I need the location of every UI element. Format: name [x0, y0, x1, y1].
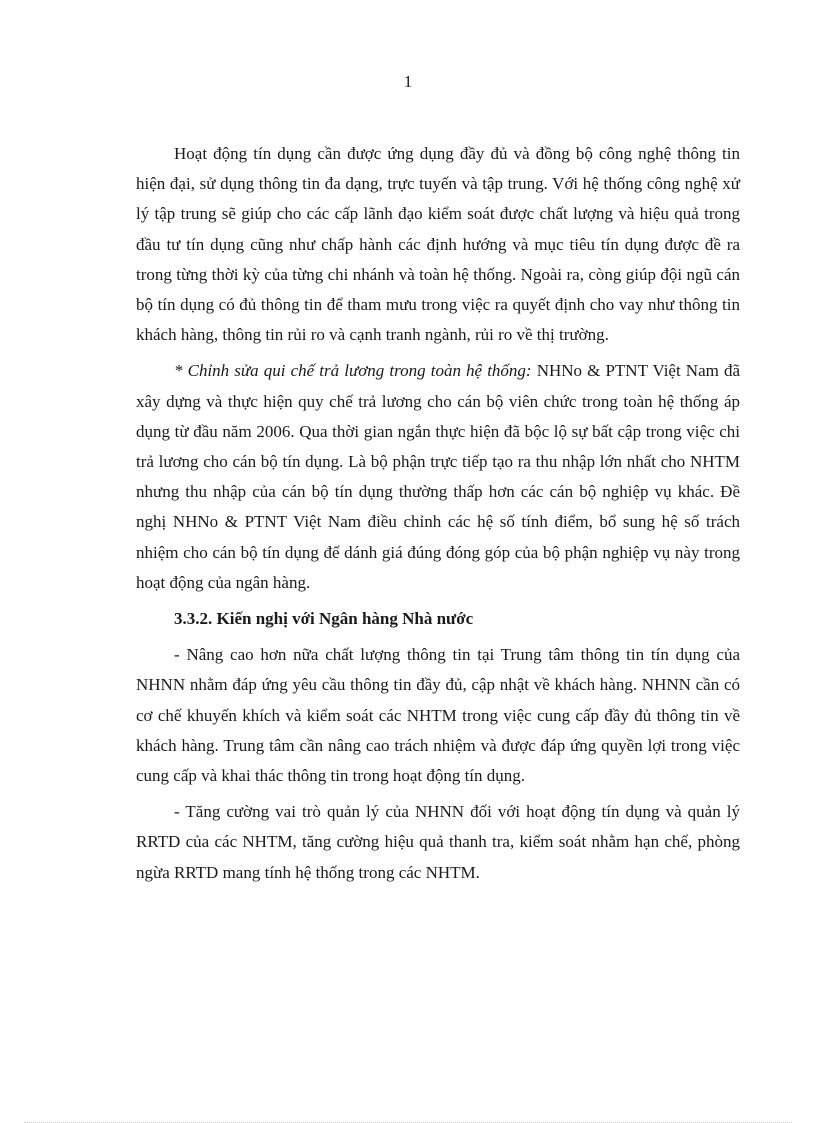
document-body	[136, 139, 740, 894]
section-heading: 3.3.2. Kiến nghị với Ngân hàng Nhà nước	[174, 609, 474, 629]
paragraph-credit-info-center: - Nâng cao hơn nữa chất lượng thông tin tại Trung tâm thông tin tín dụng của NHNN nhằm đáp ứng yêu cầu thông tin đầy đủ, cập nhật về khách hàng. NHNN cần có cơ chế khuyến khích và kiểm soát các NHTM trong việc cung cấp đầy đủ thông tin về khách hàng. Trung tâm cần nâng cao trách nhiệm và được đáp ứng quyền lợi trong việc cung cấp và khai thác thông tin trong hoạt động tín dụng.	[136, 645, 740, 786]
paragraph-text: NHNo & PTNT Việt Nam đã xây dựng và thực hiện quy chế trả lương cho cán bộ viên chức trong toàn hệ thống áp dụng từ đầu năm 2006. Qua thời gian ngắn thực hiện đã bộc lộ sự bất cập trong việc chi trả lương cho cán bộ tín dụng. Là bộ phận trực tiếp tạo ra thu nhập lớn nhất cho NHTM nhưng thu nhập của cán bộ tín dụng thường thấp hơn các cán bộ nghiệp vụ khác. Đề nghị NHNo & PTNT Việt Nam điều chỉnh các hệ số tính điểm, bổ sung hệ số trách nhiệm cho cán bộ tín dụng để dánh giá đúng đóng góp của bộ phận nghiệp vụ này trong hoạt động của ngân hàng.	[136, 361, 741, 592]
paragraph-lead-italic: * Chỉnh sửa qui chế trả lương trong toàn hệ thống:	[174, 361, 532, 381]
paragraph-salary-regulation	[136, 356, 740, 598]
page-number: 1	[403, 72, 413, 91]
paragraph-nhnn-role: - Tăng cường vai trò quản lý của NHNN đối với hoạt động tín dụng và quản lý RRTD của các NHTM, tăng cường hiệu quả thanh tra, kiểm soát nhằm hạn chế, phòng ngừa RRTD mang tính hệ thống trong các NHTM.	[136, 802, 740, 882]
paragraph-it-credit	[136, 139, 740, 350]
paragraph-text: Hoạt động tín dụng cần được ứng dụng đầy đủ và đồng bộ công nghệ thông tin hiện đại, sử dụng thông tin đa dạng, trực tuyến và tập trung. Với hệ thống công nghệ xử lý tập trung sẽ giúp cho các cấp lãnh đạo kiểm soát được chất lượng và hiệu quả trong đầu tư tín dụng cũng như chấp hành các định hướng và mục tiêu tín dụng được đề ra trong từng thời kỳ của từng chi nhánh và toàn hệ thống. Ngoài ra, còng giúp đội ngũ cán bộ tín dụng có đủ thông tin để tham mưu trong việc ra quyết định cho vay như thông tin khách hàng, thông tin rủi ro và cạnh tranh ngành, rủi ro về thị trường.	[136, 144, 740, 345]
